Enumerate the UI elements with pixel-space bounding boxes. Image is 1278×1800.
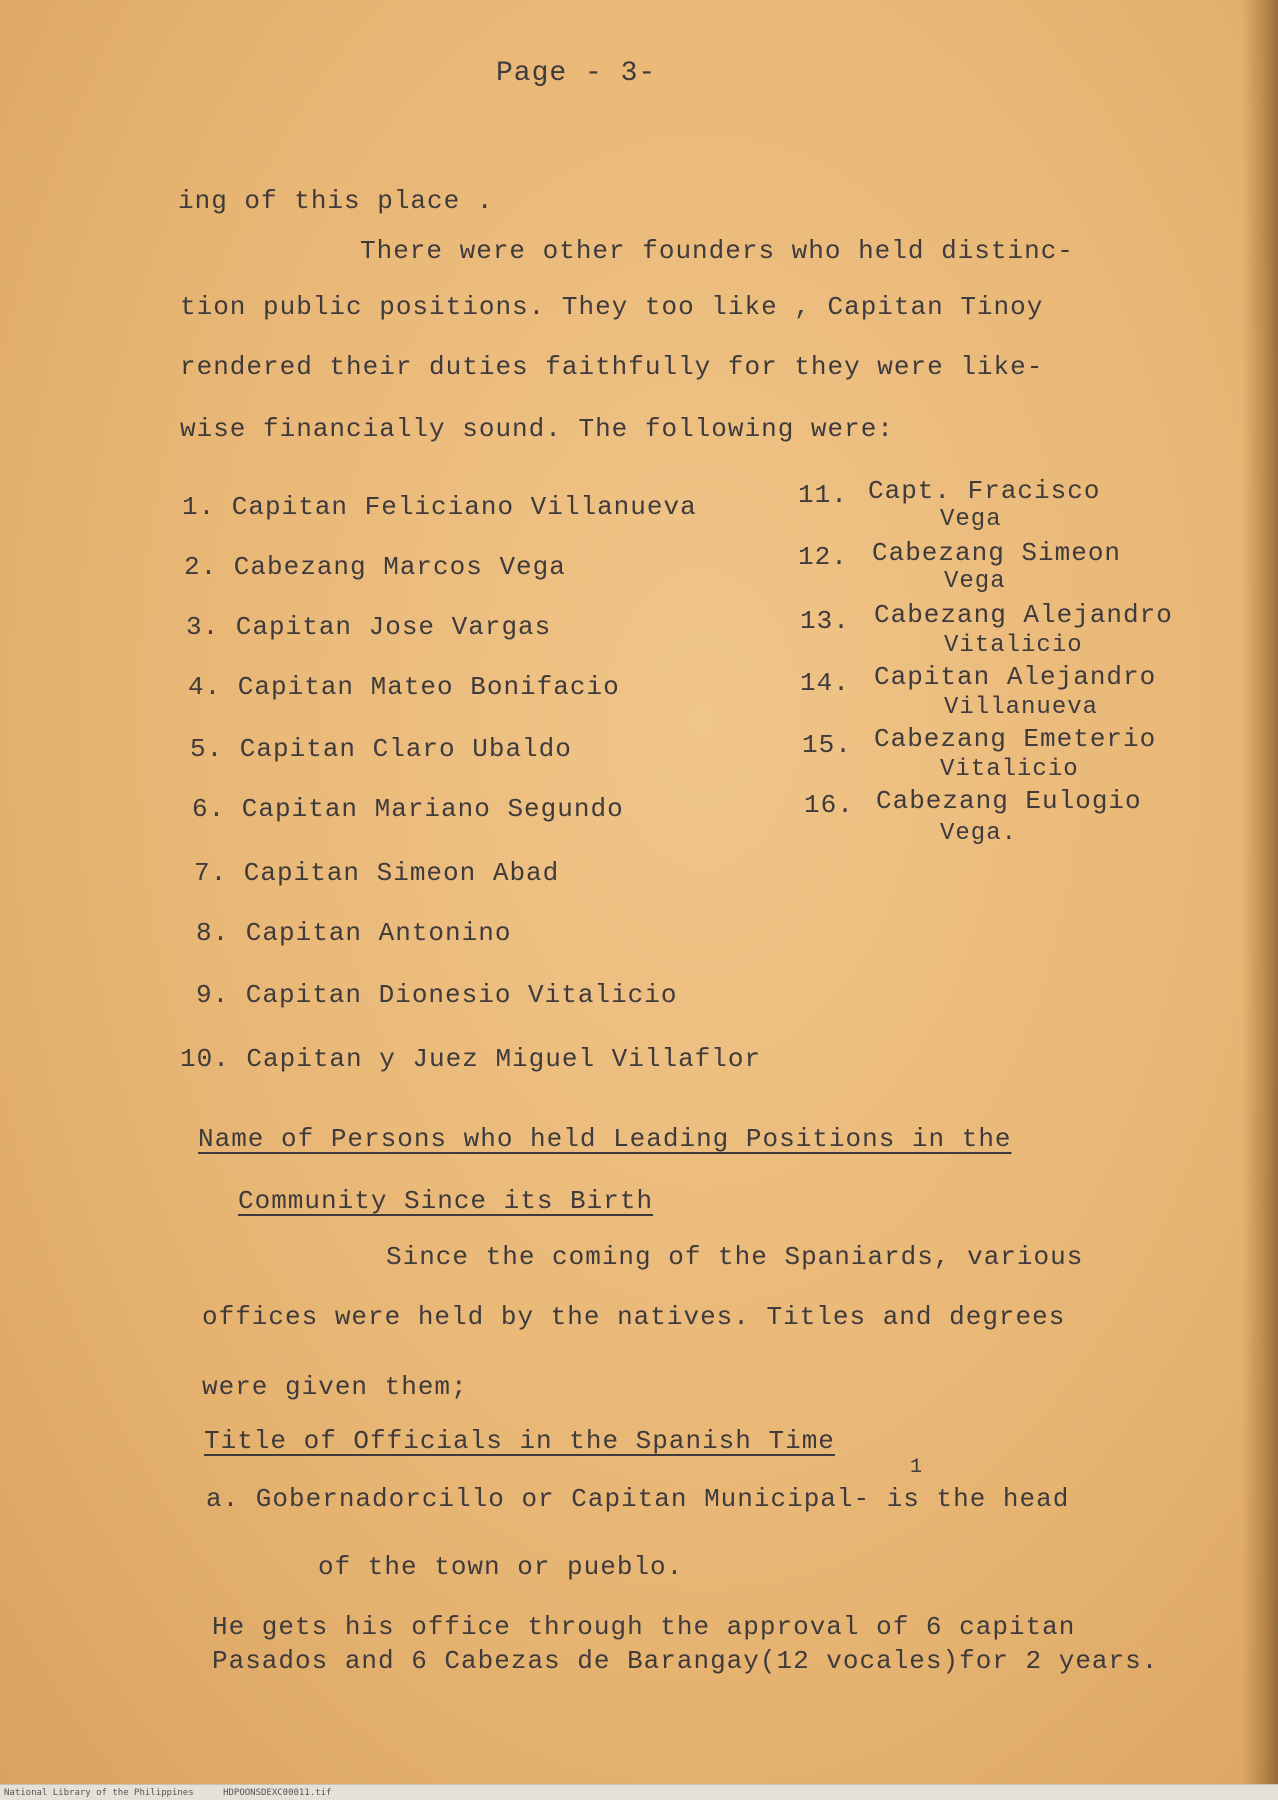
list-item: 2. Cabezang Marcos Vega: [184, 552, 566, 582]
list-item-name: Cabezang Eulogio: [876, 786, 1142, 816]
page-edge-shadow: [1242, 0, 1278, 1800]
file-id: HDPOONSDEXC00011.tif: [223, 1788, 332, 1798]
intro-line-3: tion public positions. They too like , Capitan Tinoy: [180, 292, 1044, 322]
intro-line-5: wise financially sound. The following were:: [180, 414, 894, 444]
list-item-number: 15.: [802, 730, 852, 760]
list-item-number: 12.: [798, 542, 848, 572]
footnote-mark: 1: [910, 1456, 923, 1479]
library-credit: National Library of the Philippines: [4, 1788, 194, 1798]
section-heading-line-1: Name of Persons who held Leading Positions in the: [198, 1124, 1012, 1154]
list-item: 3. Capitan Jose Vargas: [186, 612, 552, 642]
list-item-number: 11.: [798, 480, 848, 510]
list-item-name: Capitan Alejandro: [874, 662, 1157, 692]
list-item-name-cont: Vega.: [940, 820, 1018, 847]
intro-line-1: ing of this place .: [178, 186, 494, 216]
item-a-line-1: a. Gobernadorcillo or Capitan Municipal- is the head: [206, 1484, 1070, 1514]
list-item-name: Capt. Fracisco: [868, 476, 1101, 506]
list-item: 6. Capitan Mariano Segundo: [192, 794, 624, 824]
list-item: 9. Capitan Dionesio Vitalicio: [196, 980, 678, 1010]
list-item-name-cont: Vega: [940, 506, 1002, 533]
list-item-name-cont: Vitalicio: [940, 756, 1079, 783]
list-item-number: 14.: [800, 668, 850, 698]
list-item-name: Cabezang Emeterio: [874, 724, 1157, 754]
closing-line-1: He gets his office through the approval of 6 capitan: [212, 1612, 1076, 1642]
intro-line-2: There were other founders who held distinc-: [360, 236, 1074, 266]
list-item-name: Cabezang Alejandro: [874, 600, 1173, 630]
list-item-name: Cabezang Simeon: [872, 538, 1122, 568]
list-item: 1. Capitan Feliciano Villanueva: [182, 492, 697, 522]
list-item-name-cont: Vitalicio: [944, 632, 1083, 659]
section-body-line-3: were given them;: [202, 1372, 468, 1402]
intro-line-4: rendered their duties faithfully for they were like-: [180, 352, 1044, 382]
list-item-number: 13.: [800, 606, 850, 636]
list-item: 8. Capitan Antonino: [196, 918, 512, 948]
subheading: Title of Officials in the Spanish Time: [204, 1426, 835, 1456]
section-heading-line-2: Community Since its Birth: [238, 1186, 654, 1216]
section-body-line-2: offices were held by the natives. Titles and degrees: [202, 1302, 1066, 1332]
list-item-name-cont: Villanueva: [944, 694, 1099, 721]
page-header: Page - 3-: [496, 58, 657, 89]
item-a-line-2: of the town or pueblo.: [318, 1552, 684, 1582]
list-item-number: 16.: [804, 790, 854, 820]
list-item: 5. Capitan Claro Ubaldo: [190, 734, 572, 764]
list-item: 4. Capitan Mateo Bonifacio: [188, 672, 620, 702]
section-body-line-1: Since the coming of the Spaniards, various: [386, 1242, 1084, 1272]
list-item-name-cont: Vega: [944, 568, 1006, 595]
list-item: 7. Capitan Simeon Abad: [194, 858, 560, 888]
closing-line-2: Pasados and 6 Cabezas de Barangay(12 vocales)for 2 years.: [212, 1646, 1159, 1676]
list-item: 10. Capitan y Juez Miguel Villaflor: [180, 1044, 762, 1074]
archive-footer: [0, 1784, 1278, 1800]
